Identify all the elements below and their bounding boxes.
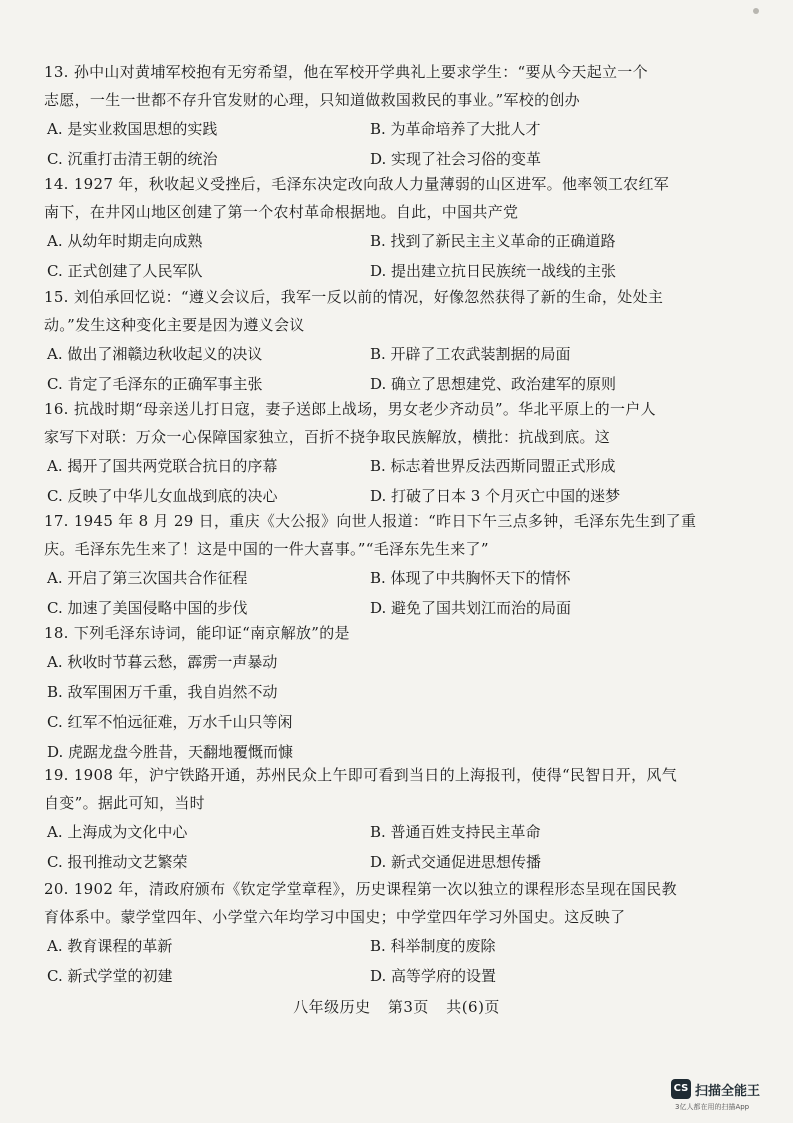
option-row xyxy=(44,114,744,144)
option-c[interactable]: C. 加速了美国侵略中国的步伐 xyxy=(47,599,248,617)
option-a[interactable]: A. 是实业救国思想的实践 xyxy=(47,120,218,138)
question-17 xyxy=(44,507,744,623)
question-20 xyxy=(44,875,744,991)
question-stem-line: 17. 1945 年 8 月 29 日，重庆《大公报》向世人报道：“昨日下午三点多钟，毛泽东先生到了重 xyxy=(44,512,697,530)
option-a[interactable]: A. 教育课程的革新 xyxy=(47,937,173,955)
footer-subject: 八年级历史 xyxy=(293,998,371,1016)
question-13 xyxy=(44,58,744,174)
question-14 xyxy=(44,170,744,286)
scanner-watermark xyxy=(671,1077,783,1113)
option-b[interactable]: B. 找到了新民主主义革命的正确道路 xyxy=(370,232,616,250)
option-b[interactable]: B. 科举制度的废除 xyxy=(370,937,496,955)
option-d[interactable]: D. 打破了日本 3 个月灭亡中国的迷梦 xyxy=(370,487,621,505)
question-stem-line: 18. 下列毛泽东诗词，能印证“南京解放”的是 xyxy=(44,624,350,642)
option-b[interactable]: B. 体现了中共胸怀天下的情怀 xyxy=(370,569,571,587)
option-row xyxy=(44,256,744,286)
watermark-tagline: 3亿人都在用的扫描App xyxy=(675,1103,750,1111)
option-b[interactable]: B. 开辟了工农武装割据的局面 xyxy=(370,345,571,363)
option-b[interactable]: B. 敌军围困万千重，我自岿然不动 xyxy=(47,683,278,701)
option-a[interactable]: A. 开启了第三次国共合作征程 xyxy=(47,569,248,587)
page-footer xyxy=(0,996,793,1017)
question-stem-line: 13. 孙中山对黄埔军校抱有无穷希望，他在军校开学典礼上要求学生：“要从今天起立一个 xyxy=(44,63,648,81)
option-row xyxy=(44,451,744,481)
option-row xyxy=(44,563,744,593)
question-stem-line: 自变”。据此可知，当时 xyxy=(44,794,205,812)
option-d[interactable]: D. 实现了社会习俗的变革 xyxy=(370,150,542,168)
option-b[interactable]: B. 普通百姓支持民主革命 xyxy=(370,823,541,841)
option-a[interactable]: A. 秋收时节暮云愁，霹雳一声暴动 xyxy=(47,653,278,671)
footer-page-number: 第3页 xyxy=(387,998,429,1016)
option-d[interactable]: D. 确立了思想建党、政治建军的原则 xyxy=(370,375,617,393)
question-stem-line: 育体系中。蒙学堂四年、小学堂六年均学习中国史；中学堂四年学习外国史。这反映了 xyxy=(44,908,626,926)
question-stem-line: 14. 1927 年，秋收起义受挫后，毛泽东决定改向敌人力量薄弱的山区进军。他率领工农红军 xyxy=(44,175,670,193)
option-row xyxy=(44,847,744,877)
option-a[interactable]: A. 上海成为文化中心 xyxy=(47,823,188,841)
option-a[interactable]: A. 从幼年时期走向成熟 xyxy=(47,232,203,250)
option-a[interactable]: A. 揭开了国共两党联合抗日的序幕 xyxy=(47,457,278,475)
option-c[interactable]: C. 红军不怕远征难，万水千山只等闲 xyxy=(47,713,293,731)
option-d[interactable]: D. 提出建立抗日民族统一战线的主张 xyxy=(370,262,617,280)
option-c[interactable]: C. 反映了中华儿女血战到底的决心 xyxy=(47,487,278,505)
camscanner-logo-icon: CS xyxy=(671,1079,691,1099)
option-c[interactable]: C. 正式创建了人民军队 xyxy=(47,262,203,280)
question-stem-line: 20. 1902 年，清政府颁布《钦定学堂章程》，历史课程第一次以独立的课程形态呈现在国民教 xyxy=(44,880,677,898)
option-row xyxy=(44,817,744,847)
option-row xyxy=(44,961,744,991)
option-d[interactable]: D. 新式交通促进思想传播 xyxy=(370,853,542,871)
option-c[interactable]: C. 肯定了毛泽东的正确军事主张 xyxy=(47,375,263,393)
option-b[interactable]: B. 为革命培养了大批人才 xyxy=(370,120,541,138)
footer-total-pages: 共(6)页 xyxy=(446,998,500,1016)
question-18 xyxy=(44,619,744,767)
option-c[interactable]: C. 新式学堂的初建 xyxy=(47,967,173,985)
question-stem-line: 动。”发生这种变化主要是因为遵义会议 xyxy=(44,316,305,334)
option-c[interactable]: C. 报刊推动文艺繁荣 xyxy=(47,853,188,871)
option-row xyxy=(44,226,744,256)
option-d[interactable]: D. 避免了国共划江而治的局面 xyxy=(370,599,572,617)
option-row xyxy=(44,339,744,369)
question-stem-line: 家写下对联：万众一心保障国家独立，百折不挠争取民族解放，横批：抗战到底。这 xyxy=(44,428,611,446)
question-stem-line: 16. 抗战时期“母亲送儿打日寇，妻子送郎上战场，男女老少齐动员”。华北平原上的一户人 xyxy=(44,400,656,418)
option-c[interactable]: C. 沉重打击清王朝的统治 xyxy=(47,150,218,168)
watermark-app-name: 扫描全能王 xyxy=(695,1084,761,1099)
question-stem-line: 志愿，一生一世都不存升官发财的心理，只知道做救国救民的事业。”军校的创办 xyxy=(44,91,580,109)
question-stem-line: 庆。毛泽东先生来了！这是中国的一件大喜事。”“毛泽东先生来了” xyxy=(44,540,489,558)
question-15 xyxy=(44,283,744,399)
question-19 xyxy=(44,761,744,877)
option-row xyxy=(44,931,744,961)
option-a[interactable]: A. 做出了湘赣边秋收起义的决议 xyxy=(47,345,263,363)
question-stem-line: 19. 1908 年，沪宁铁路开通，苏州民众上午即可看到当日的上海报刊，使得“民智日开，风气 xyxy=(44,766,678,784)
question-16 xyxy=(44,395,744,511)
question-stem-line: 15. 刘伯承回忆说：“遵义会议后，我军一反以前的情况，好像忽然获得了新的生命，处处主 xyxy=(44,288,664,306)
option-d[interactable]: D. 虎踞龙盘今胜昔，天翻地覆慨而慷 xyxy=(47,743,294,761)
option-b[interactable]: B. 标志着世界反法西斯同盟正式形成 xyxy=(370,457,616,475)
option-d[interactable]: D. 高等学府的设置 xyxy=(370,967,497,985)
scan-speck xyxy=(753,8,759,14)
question-stem-line: 南下，在井冈山地区创建了第一个农村革命根据地。自此，中国共产党 xyxy=(44,203,519,221)
